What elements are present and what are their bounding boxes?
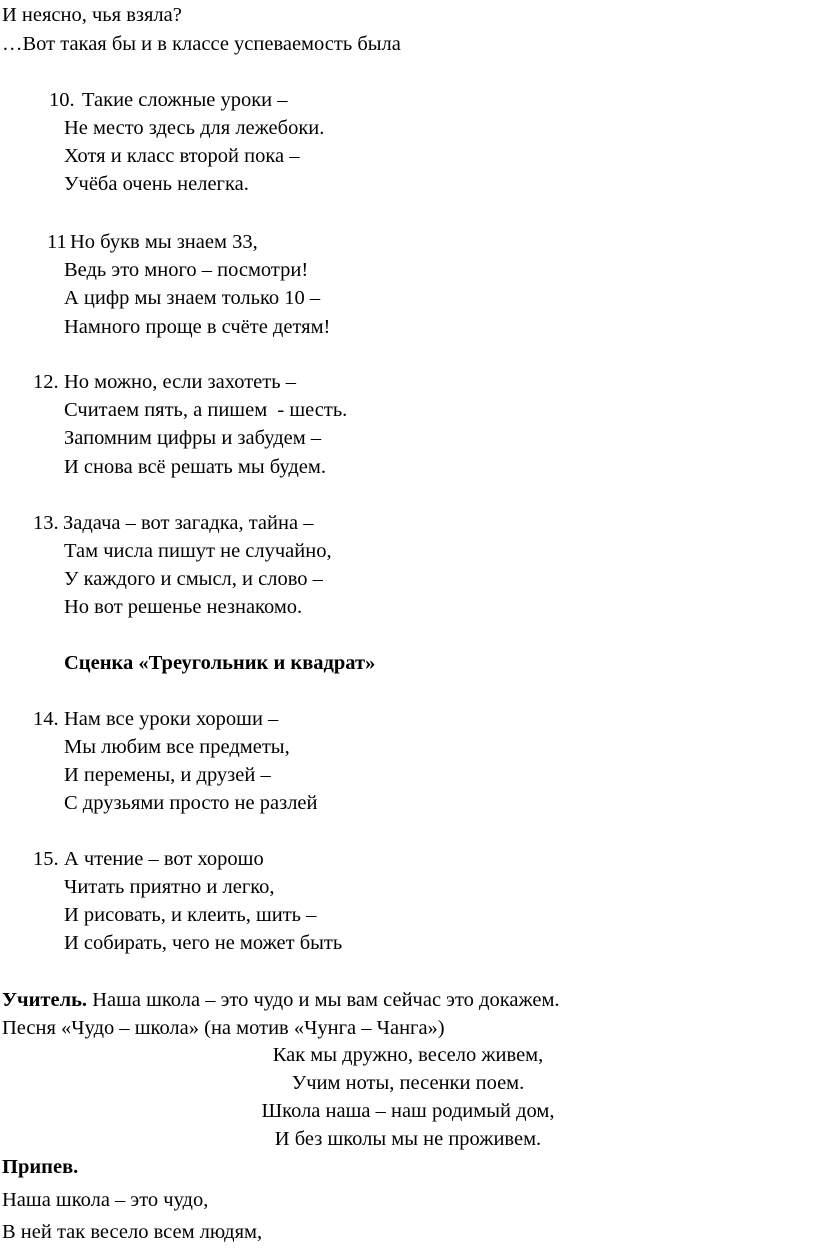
verse-12-line-4: И снова всё решать мы будем. (64, 456, 327, 478)
verse-10-line-1: Такие сложные уроки – (82, 89, 288, 111)
scene-heading: Сценка «Треугольник и квадрат» (64, 652, 376, 674)
verse-15-number: 15. (33, 848, 59, 870)
verse-11-number: 11 (47, 231, 67, 253)
verse-10-line-3: Хотя и класс второй пока – (64, 145, 300, 167)
verse-10-number: 10. (49, 89, 75, 111)
verse-15-line-2: Читать приятно и легко, (64, 876, 275, 898)
verse-10-line-4: Учёба очень нелегка. (64, 173, 249, 195)
verse-15-line-1: А чтение – вот хорошо (64, 848, 264, 870)
song-line-2: Учим ноты, песенки поем. (291, 1072, 525, 1094)
verse-11-line-2: Ведь это много – посмотри! (64, 259, 309, 281)
verse-12-line-2: Считаем пять, а пишем - шесть. (64, 399, 348, 421)
verse-13-number: 13. (33, 512, 59, 534)
verse-13-line-3: У каждого и смысл, и слово – (64, 568, 323, 590)
teacher-line (2, 988, 560, 1012)
verse-14-line-1: Нам все уроки хороши – (64, 708, 279, 730)
verse-12-number: 12. (33, 371, 59, 393)
verse-13-line-4: Но вот решенье незнакомо. (64, 596, 303, 618)
intro-line-1: И неясно, чья взяла? (2, 4, 182, 26)
song-line-4: И без школы мы не проживем. (274, 1128, 542, 1150)
verse-13-line-2: Там числа пишут не случайно, (64, 540, 332, 562)
verse-10-line-2: Не место здесь для лежебоки. (64, 117, 325, 139)
verse-14-number: 14. (33, 708, 59, 730)
chorus-line-2: В ней так весело всем людям, (2, 1221, 263, 1243)
verse-11-line-4: Намного проще в счёте детям! (64, 316, 331, 338)
chorus-line-1: Наша школа – это чудо, (2, 1189, 209, 1211)
verse-13-line-1: Задача – вот загадка, тайна – (63, 512, 314, 534)
verse-11-line-1: Но букв мы знаем 33, (70, 231, 258, 253)
verse-14-line-4: С друзьями просто не разлей (64, 792, 318, 814)
verse-11-line-3: А цифр мы знаем только 10 – (64, 287, 321, 309)
song-line-3: Школа наша – наш родимый дом, (261, 1100, 555, 1122)
verse-14-line-3: И перемены, и друзей – (64, 764, 271, 786)
intro-line-2: …Вот такая бы и в классе успеваемость была (2, 33, 401, 55)
teacher-label: Учитель. (2, 989, 88, 1011)
verse-15-line-3: И рисовать, и клеить, шить – (64, 904, 317, 926)
chorus-label: Припев. (2, 1156, 79, 1178)
verse-12-line-3: Запомним цифры и забудем – (64, 427, 322, 449)
verse-15-line-4: И собирать, чего не может быть (64, 932, 343, 954)
verse-14-line-2: Мы любим все предметы, (64, 736, 290, 758)
teacher-text: Наша школа – это чудо и мы вам сейчас это докажем. (87, 989, 560, 1011)
song-title: Песня «Чудо – школа» (на мотив «Чунга – Чанга») (2, 1017, 445, 1039)
song-line-1: Как мы дружно, весело живем, (272, 1044, 544, 1066)
verse-12-line-1: Но можно, если захотеть – (64, 371, 296, 393)
